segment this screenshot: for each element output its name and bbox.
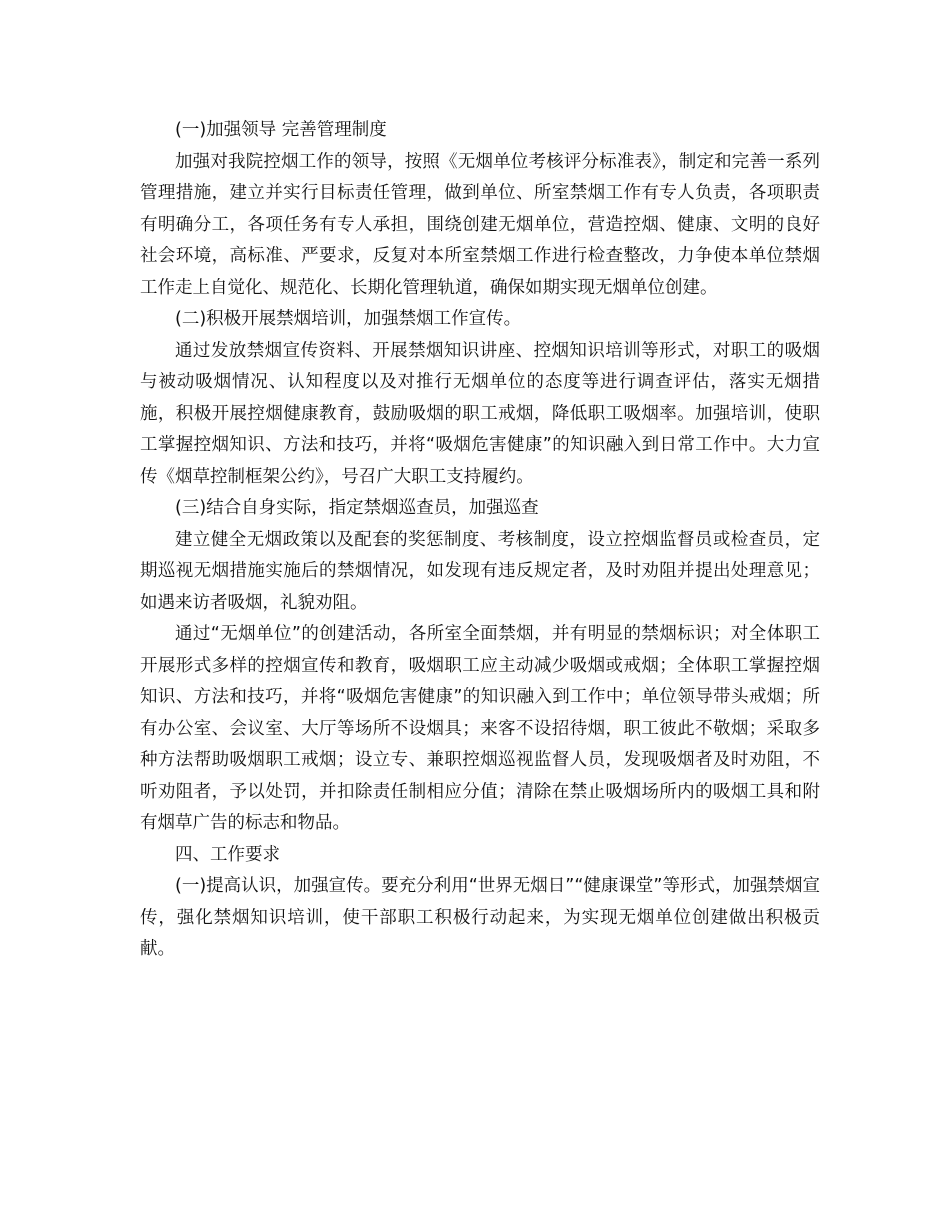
section-heading-leadership: (一)加强领导 完善管理制度	[175, 120, 387, 140]
document-body	[140, 115, 820, 966]
paragraph-inspection: 建立健全无烟政策以及配套的奖惩制度、考核制度，设立控烟监督员或检查员，定期巡视无烟措施实施后的禁烟情况，如发现有违反规定者，及时劝阻并提出处理意见；如遇来访者吸烟，礼貌劝阻。	[140, 529, 820, 613]
paragraph-awareness: (一)提高认识，加强宣传。要充分利用“世界无烟日”“健康课堂”等形式，加强禁烟宣传，强化禁烟知识培训，使干部职工积极行动起来，为实现无烟单位创建做出积极贡献。	[140, 876, 820, 959]
paragraph-campaign: 通过“无烟单位”的创建活动，各所室全面禁烟，并有明显的禁烟标识；对全体职工开展形式多样的控烟宣传和教育，吸烟职工应主动减少吸烟或戒烟；全体职工掌握控烟知识、方法和技巧，并将“吸烟危害健康”的知识融入到工作中；单位领导带头戒烟；所有办公室、会议室、大厅等场所不设烟具；来客不设招待烟，职工彼此不敬烟；采取多种方法帮助吸烟职工戒烟；设立专、兼职控烟巡视监督人员，发现吸烟者及时劝阻，不听劝阻者，予以处罚，并扣除责任制相应分值；清除在禁止吸烟场所内的吸烟工具和附有烟草广告的标志和物品。	[140, 624, 820, 833]
paragraph-leadership: 加强对我院控烟工作的领导，按照《无烟单位考核评分标准表》，制定和完善一系列管理措施，建立并实行目标责任管理，做到单位、所室禁烟工作有专人负责，各项职责有明确分工，各项任务有专人承担，围绕创建无烟单位，营造控烟、健康、文明的良好社会环境，高标准、严要求，反复对本所室禁烟工作进行检查整改，力争使本单位禁烟工作走上自觉化、规范化、长期化管理轨道，确保如期实现无烟单位创建。	[140, 151, 820, 298]
paragraph-training: 通过发放禁烟宣传资料、开展禁烟知识讲座、控烟知识培训等形式，对职工的吸烟与被动吸烟情况、认知程度以及对推行无烟单位的态度等进行调查评估，落实无烟措施，积极开展控烟健康教育，鼓励吸烟的职工戒烟，降低职工吸烟率。加强培训，使职工掌握控烟知识、方法和技巧，并将“吸烟危害健康”的知识融入到日常工作中。大力宣传《烟草控制框架公约》，号召广大职工支持履约。	[140, 340, 820, 487]
section-heading-inspection: (三)结合自身实际，指定禁烟巡查员，加强巡查	[175, 498, 539, 518]
section-heading-training: (二)积极开展禁烟培训，加强禁烟工作宣传。	[175, 309, 522, 329]
section-heading-requirements: 四、工作要求	[175, 844, 280, 865]
